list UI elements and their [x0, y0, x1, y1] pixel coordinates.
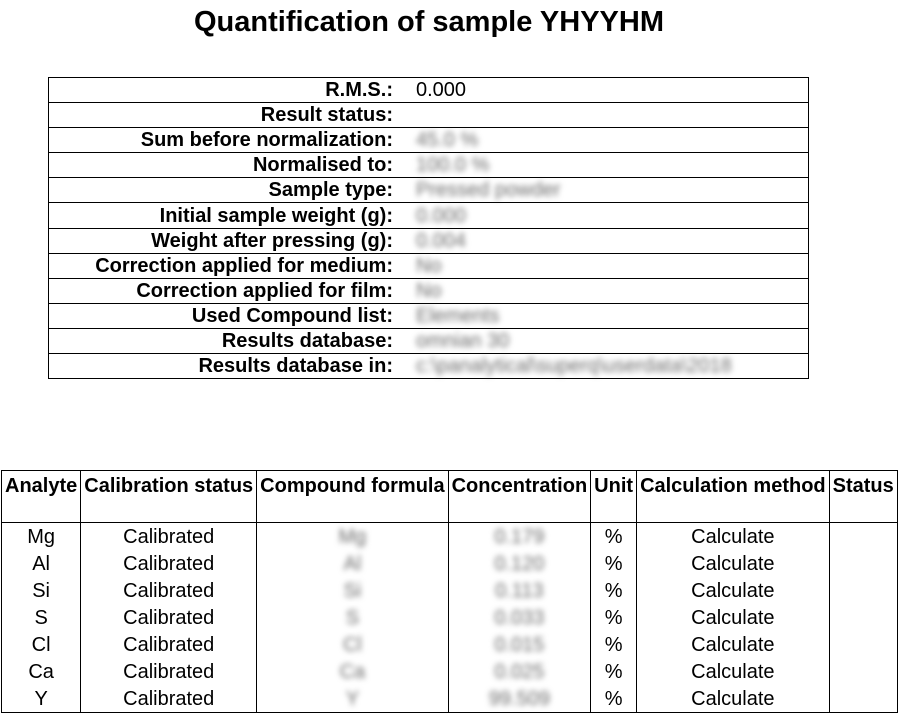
- status-cell: [829, 658, 897, 685]
- calculation-method-cell: Calculate: [637, 631, 830, 658]
- summary-label: Results database in:: [49, 354, 414, 379]
- header-calculation-method: Calculation method: [637, 471, 830, 523]
- unit-cell: %: [591, 631, 637, 658]
- results-table: [1, 470, 898, 713]
- summary-value: 0.000: [413, 78, 809, 103]
- summary-row: [49, 328, 809, 353]
- summary-label: Sum before normalization:: [49, 128, 414, 153]
- table-row: [2, 658, 898, 685]
- unit-cell: %: [591, 577, 637, 604]
- analyte-cell: Si: [2, 577, 81, 604]
- status-cell: [829, 604, 897, 631]
- compound-formula-cell: Ca: [257, 658, 448, 685]
- calculation-method-cell: Calculate: [637, 604, 830, 631]
- status-cell: [829, 631, 897, 658]
- results-header-row: [2, 471, 898, 523]
- summary-value: 0.000: [413, 203, 809, 228]
- calibration-status-cell: Calibrated: [81, 658, 257, 685]
- analyte-cell: S: [2, 604, 81, 631]
- table-row: [2, 550, 898, 577]
- compound-formula-cell: Y: [257, 685, 448, 713]
- compound-formula-cell: S: [257, 604, 448, 631]
- analyte-cell: Y: [2, 685, 81, 713]
- table-row: [2, 685, 898, 713]
- summary-row: [49, 303, 809, 328]
- unit-cell: %: [591, 685, 637, 713]
- summary-value: No: [413, 278, 809, 303]
- summary-label: Normalised to:: [49, 153, 414, 178]
- unit-cell: %: [591, 658, 637, 685]
- summary-label: R.M.S.:: [49, 78, 414, 103]
- summary-row: [49, 354, 809, 379]
- status-cell: [829, 577, 897, 604]
- summary-value: 100.0 %: [413, 153, 809, 178]
- concentration-cell: 0.120: [448, 550, 591, 577]
- calculation-method-cell: Calculate: [637, 685, 830, 713]
- analyte-cell: Al: [2, 550, 81, 577]
- summary-label: Initial sample weight (g):: [49, 203, 414, 228]
- header-compound-formula: Compound formula: [257, 471, 448, 523]
- concentration-cell: 0.015: [448, 631, 591, 658]
- summary-row: [49, 203, 809, 228]
- summary-value: [413, 103, 809, 128]
- table-row: [2, 523, 898, 551]
- compound-formula-cell: Al: [257, 550, 448, 577]
- calculation-method-cell: Calculate: [637, 550, 830, 577]
- analyte-cell: Ca: [2, 658, 81, 685]
- summary-value: c:\panalytical\superq\userdata\2018: [413, 354, 809, 379]
- compound-formula-cell: Cl: [257, 631, 448, 658]
- status-cell: [829, 523, 897, 551]
- header-unit: Unit: [591, 471, 637, 523]
- summary-row: [49, 128, 809, 153]
- summary-row: [49, 78, 809, 103]
- summary-label: Weight after pressing (g):: [49, 228, 414, 253]
- header-concentration: Concentration: [448, 471, 591, 523]
- table-row: [2, 577, 898, 604]
- summary-label: Correction applied for film:: [49, 278, 414, 303]
- summary-table: [48, 77, 809, 379]
- unit-cell: %: [591, 523, 637, 551]
- header-status: Status: [829, 471, 897, 523]
- summary-label: Results database:: [49, 328, 414, 353]
- concentration-cell: 0.113: [448, 577, 591, 604]
- summary-label: Sample type:: [49, 178, 414, 203]
- compound-formula-cell: Mg: [257, 523, 448, 551]
- concentration-cell: 99.509: [448, 685, 591, 713]
- summary-value: Pressed powder: [413, 178, 809, 203]
- analyte-cell: Mg: [2, 523, 81, 551]
- table-row: [2, 631, 898, 658]
- summary-row: [49, 178, 809, 203]
- calibration-status-cell: Calibrated: [81, 550, 257, 577]
- unit-cell: %: [591, 604, 637, 631]
- page-title: Quantification of sample YHYYHM: [194, 6, 664, 38]
- summary-row: [49, 253, 809, 278]
- calibration-status-cell: Calibrated: [81, 685, 257, 713]
- summary-value: Elements: [413, 303, 809, 328]
- summary-value: 0.004: [413, 228, 809, 253]
- concentration-cell: 0.179: [448, 523, 591, 551]
- summary-label: Result status:: [49, 103, 414, 128]
- compound-formula-cell: Si: [257, 577, 448, 604]
- calibration-status-cell: Calibrated: [81, 604, 257, 631]
- summary-label: Correction applied for medium:: [49, 253, 414, 278]
- summary-label: Used Compound list:: [49, 303, 414, 328]
- concentration-cell: 0.033: [448, 604, 591, 631]
- calibration-status-cell: Calibrated: [81, 577, 257, 604]
- status-cell: [829, 685, 897, 713]
- unit-cell: %: [591, 550, 637, 577]
- header-calibration-status: Calibration status: [81, 471, 257, 523]
- analyte-cell: Cl: [2, 631, 81, 658]
- calculation-method-cell: Calculate: [637, 658, 830, 685]
- status-cell: [829, 550, 897, 577]
- summary-row: [49, 278, 809, 303]
- summary-row: [49, 103, 809, 128]
- summary-row: [49, 153, 809, 178]
- concentration-cell: 0.025: [448, 658, 591, 685]
- header-analyte: Analyte: [2, 471, 81, 523]
- calibration-status-cell: Calibrated: [81, 631, 257, 658]
- calibration-status-cell: Calibrated: [81, 523, 257, 551]
- calculation-method-cell: Calculate: [637, 523, 830, 551]
- table-row: [2, 604, 898, 631]
- summary-value: No: [413, 253, 809, 278]
- calculation-method-cell: Calculate: [637, 577, 830, 604]
- summary-row: [49, 228, 809, 253]
- summary-value: 45.0 %: [413, 128, 809, 153]
- summary-value: omnian 30: [413, 328, 809, 353]
